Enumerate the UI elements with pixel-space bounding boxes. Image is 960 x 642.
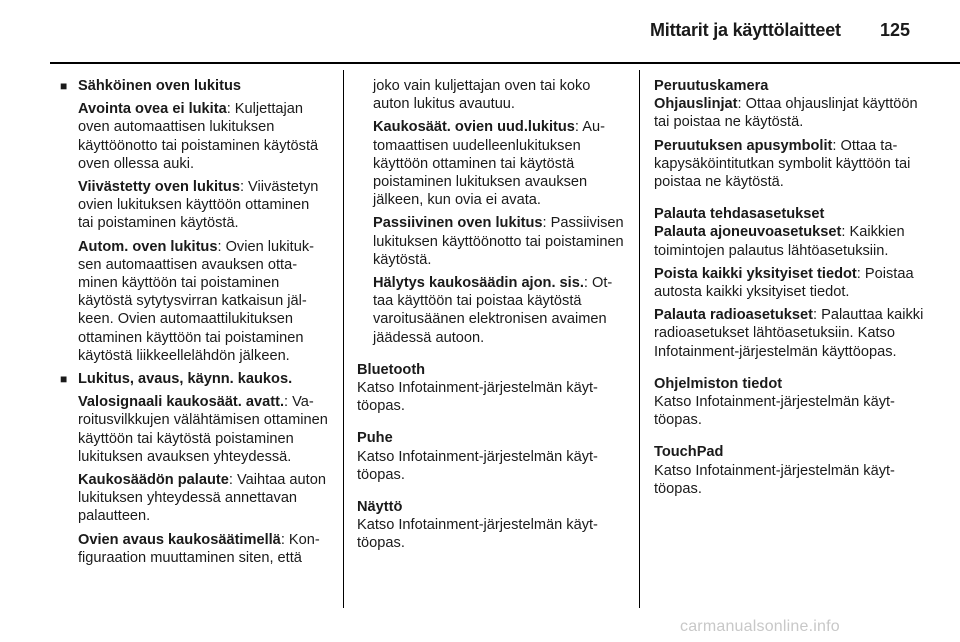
setting-text: : Poistaa autosta kaikki yksityiset tiedot. [654,265,914,301]
page-title: Mittarit ja käyttölaitteet [650,20,841,40]
setting-label: Ovien avaus kaukosäätimellä [78,531,281,548]
page-header [0,0,960,62]
section-heading: Puhe [357,430,393,447]
paragraph [373,214,627,269]
bullet-square-icon: ■ [60,372,68,387]
bullet-title: Lukitus, avaus, käynn. kaukos. [78,371,293,388]
setting-text: : Passiivisen lukituksen käyttöönotto tai poistaminen käytöstä. [373,215,624,268]
setting-label: Peruutuksen apusymbolit [654,137,833,154]
paragraph [654,265,926,301]
setting-text: : Ottaa käyttöön tai poistaa käytöstä varoitusäänen elektronisen avaimen jäädessä autoon. [373,275,613,346]
setting-label: Hälytys kaukosäädin ajon. sis. [373,275,584,292]
setting-label: Poista kaikki yksityiset tiedot [654,265,857,282]
setting-text: : Konfiguraation muuttaminen siten, että [78,531,320,566]
setting-text: : Varoitusvilkkujen välähtämisen ottaminen käyttöön tai käytöstä poistaminen lukituksen avauksen yhteydessä. [78,394,328,465]
watermark: carmanualsonline.info [680,618,840,635]
column-2 [357,77,627,553]
setting-text: : Viivästetyn ovien lukituksen käyttöön ottaminen tai poistaminen käytöstä. [78,179,319,232]
paragraph [78,178,328,233]
setting-label: Palauta radioasetukset [654,307,813,324]
paragraph: joko vain kuljettajan oven tai koko auton lukitus avautuu. [373,78,591,113]
bullet-item-door-locking [60,77,328,365]
setting-text: : Automaattisen uudelleenlukituksen käyttöön ottaminen tai käytöstä poistaminen lukituksen avauksen jälkeen, kun ovia ei avata. [373,119,605,209]
bullet-square-icon: ■ [60,79,68,93]
setting-label: Avointa ovea ei lukita [78,101,227,118]
paragraph [654,306,926,361]
setting-text: : Kaikkien toimintojen palautus lähtöasetuksiin. [654,224,905,259]
column-3 [654,77,926,498]
bullet-title: Sähköinen oven lukitus [78,78,241,94]
paragraph: Katso Infotainment-järjestelmän käyttöopas. [357,517,598,552]
setting-text: : Ovien lukituksen automaattisen avauksen ottaminen käyttöön tai poistaminen käytöstä sytytysvirran katkaisun jälkeen. Ovien automaattilukituksen ottaminen käyttöön tai poistaminen käytöstä liikkeellelähdön jälkeen. [78,238,314,364]
section-heading: Bluetooth [357,361,426,378]
column-divider-2 [639,70,640,608]
column-divider-1 [343,70,344,608]
setting-label: Valosignaali kaukosäät. avatt. [78,394,285,411]
setting-text: : Vaihtaa auton lukituksen yhteydessä annettavan palautteen. [78,472,326,525]
paragraph [78,393,328,466]
section-heading: Ohjelmiston tiedot [654,375,783,392]
setting-text: : Ottaa takapysäköintitutkan symbolit käyttöön tai poistaa ne käytöstä. [654,137,911,191]
setting-label: Viivästetty oven lukitus [78,179,240,196]
section-heading: TouchPad [654,444,724,461]
paragraph: Katso Infotainment-järjestelmän käyttöopas. [357,448,598,483]
paragraph: Katso Infotainment-järjestelmän käyttöopas. [357,380,598,415]
paragraph [654,223,926,259]
paragraph [654,95,926,131]
paragraph [78,100,328,173]
paragraph: Katso Infotainment-järjestelmän käyttöopas. [654,462,895,497]
paragraph: Katso Infotainment-järjestelmän käyttöopas. [654,394,895,429]
section-heading: Palauta tehdasasetukset [654,206,825,223]
setting-text: : Ottaa ohjauslinjat käyttöön tai poistaa ne käytöstä. [654,96,918,131]
section-heading: Peruutuskamera [654,78,769,94]
column-1 [60,77,328,567]
section-heading: Näyttö [357,499,403,516]
page-number: 125 [880,20,911,40]
setting-text: : Palauttaa kaikki radioasetukset lähtöasetuksiin. Katso Infotainment-järjestelmän käyttöopas. [654,307,924,360]
setting-text: : Kuljettajan oven automaattisen lukituksen käyttöönotto tai poistaminen käytöstä oven ollessa auki. [78,101,319,172]
paragraph [78,471,328,526]
setting-label: Ohjauslinjat [654,96,738,113]
setting-label: Passiivinen oven lukitus [373,215,543,232]
paragraph [373,118,627,209]
header-rule [50,62,960,64]
paragraph [373,274,627,347]
paragraph [654,137,926,192]
paragraph [78,238,328,365]
paragraph [78,531,328,567]
setting-label: Autom. oven lukitus [78,238,218,255]
setting-label: Kaukosäät. ovien uud.lukitus [373,119,575,136]
setting-label: Kaukosäädön palaute [78,472,229,489]
bullet-item-remote-locking [60,370,328,567]
continued-list [357,77,627,347]
setting-label: Palauta ajoneuvoasetukset [654,224,842,241]
